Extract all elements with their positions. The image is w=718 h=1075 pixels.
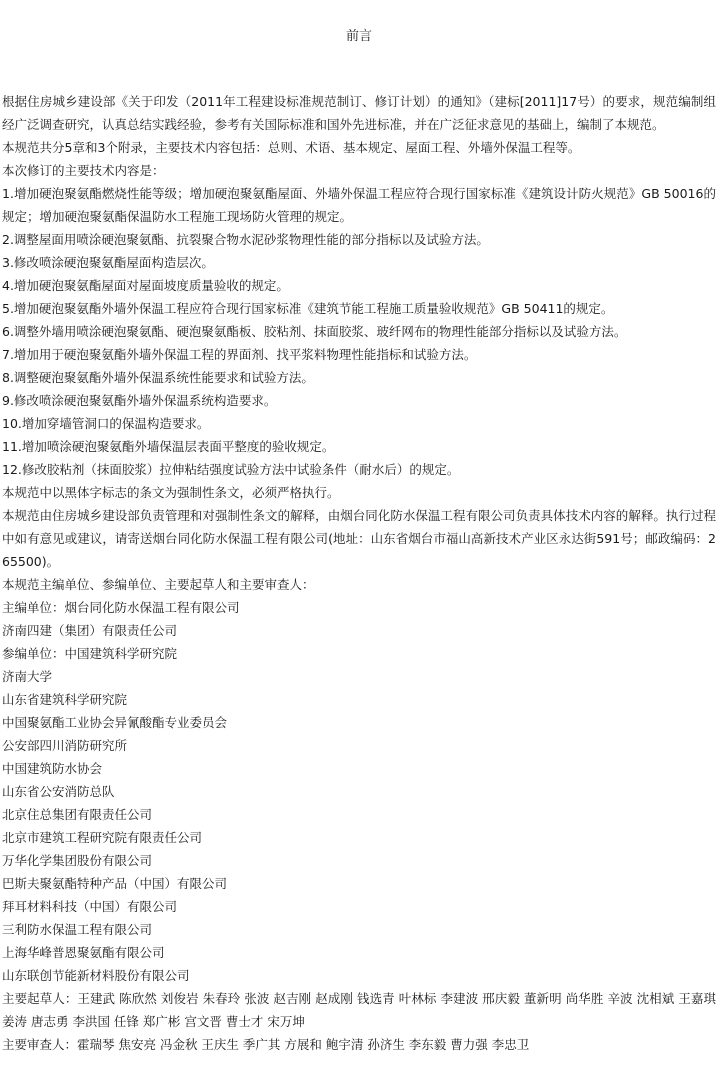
body-paragraph: 12.修改胶粘剂（抹面胶浆）拉伸粘结强度试验方法中试验条件（耐水后）的规定。 (2, 462, 460, 477)
body-paragraph: 1.增加硬泡聚氨酯燃烧性能等级；增加硬泡聚氨酯屋面、外墙外保温工程应符合现行国家标准《建筑设计防火规范》GB 50016的规定；增加硬泡聚氨酯保温防水工程施工现场防火管理的规定。 (2, 186, 716, 224)
body-paragraph: 主要起草人：王建武 陈欣然 刘俊岩 朱春玲 张波 赵吉刚 赵成刚 钱选青 叶林标 李建波 邢庆毅 董新明 尚华胜 辛波 沈相斌 王嘉琪 姜涛 唐志勇 李洪国 任锋 郑广彬 宫文晋 曹士才 宋万坤 (2, 991, 716, 1029)
body-paragraph: 中国聚氨酯工业协会异氰酸酯专业委员会 (2, 715, 228, 730)
body-paragraph: 7.增加用于硬泡聚氨酯外墙外保温工程的界面剂、找平浆料物理性能指标和试验方法。 (2, 347, 477, 362)
body-paragraph: 公安部四川消防研究所 (2, 738, 128, 753)
body-paragraph: 11.增加喷涂硬泡聚氨酯外墙保温层表面平整度的验收规定。 (2, 439, 335, 454)
body-paragraph: 三利防水保温工程有限公司 (2, 922, 153, 937)
body-paragraph: 山东省建筑科学研究院 (2, 692, 128, 707)
body-paragraph: 6.调整外墙用喷涂硬泡聚氨酯、硬泡聚氨酯板、胶粘剂、抹面胶浆、玻纤网布的物理性能部分指标以及试验方法。 (2, 324, 627, 339)
body-paragraph: 北京市建筑工程研究院有限责任公司 (2, 830, 203, 845)
body-paragraph: 本规范共分5章和3个附录，主要技术内容包括：总则、术语、基本规定、屋面工程、外墙外保温工程等。 (2, 140, 581, 155)
body-paragraph: 万华化学集团股份有限公司 (2, 853, 153, 868)
body-paragraph: 5.增加硬泡聚氨酯外墙外保温工程应符合现行国家标准《建筑节能工程施工质量验收规范》GB 50411的规定。 (2, 301, 614, 316)
body-paragraph: 10.增加穿墙管洞口的保温构造要求。 (2, 416, 210, 431)
body-paragraph: 山东联创节能新材料股份有限公司 (2, 968, 190, 983)
document-title: 前言 (345, 29, 372, 44)
body-paragraph: 本次修订的主要技术内容是： (2, 163, 165, 178)
body-paragraph: 4.增加硬泡聚氨酯屋面对屋面坡度质量验收的规定。 (2, 278, 289, 293)
body-paragraph: 拜耳材料科技（中国）有限公司 (2, 899, 178, 914)
body-paragraph: 2.调整屋面用喷涂硬泡聚氨酯、抗裂聚合物水泥砂浆物理性能的部分指标以及试验方法。 (2, 232, 489, 247)
body-paragraph: 上海华峰普恩聚氨酯有限公司 (2, 945, 165, 960)
body-paragraph: 巴斯夫聚氨酯特种产品（中国）有限公司 (2, 876, 228, 891)
body-paragraph: 主要审查人：霍瑞琴 焦安亮 冯金秋 王庆生 季广其 方展和 鲍宇清 孙济生 李东毅 曹力强 李忠卫 (2, 1037, 530, 1052)
body-paragraph: 8.调整硬泡聚氨酯外墙外保温系统性能要求和试验方法。 (2, 370, 314, 385)
body-paragraph: 参编单位：中国建筑科学研究院 (2, 646, 178, 661)
body-paragraph: 根据住房城乡建设部《关于印发（2011年工程建设标准规范制订、修订计划）的通知》（建标[2011]17号）的要求，规范编制组经广泛调查研究，认真总结实践经验，参考有关国际标准和国外先进标准，并在广泛征求意见的基础上，编制了本规范。 (2, 94, 716, 132)
body-paragraph: 本规范主编单位、参编单位、主要起草人和主要审查人： (2, 577, 315, 592)
body-paragraph: 本规范由住房城乡建设部负责管理和对强制性条文的解释，由烟台同化防水保温工程有限公司负责具体技术内容的解释。执行过程中如有意见或建议，请寄送烟台同化防水保温工程有限公司(地址：山东省烟台市福山高新技术产业区永达街591号；邮政编码：265500)。 (2, 508, 716, 569)
body-paragraph: 济南四建（集团）有限责任公司 (2, 623, 178, 638)
document-body (2, 90, 716, 1056)
body-paragraph: 本规范中以黑体字标志的条文为强制性条文，必须严格执行。 (2, 485, 340, 500)
body-paragraph: 山东省公安消防总队 (2, 784, 115, 799)
body-paragraph: 北京住总集团有限责任公司 (2, 807, 153, 822)
body-paragraph: 主编单位：烟台同化防水保温工程有限公司 (2, 600, 240, 615)
body-paragraph: 3.修改喷涂硬泡聚氨酯屋面构造层次。 (2, 255, 214, 270)
body-paragraph: 9.修改喷涂硬泡聚氨酯外墙外保温系统构造要求。 (2, 393, 277, 408)
body-paragraph: 济南大学 (2, 669, 53, 684)
body-paragraph: 中国建筑防水协会 (2, 761, 103, 776)
